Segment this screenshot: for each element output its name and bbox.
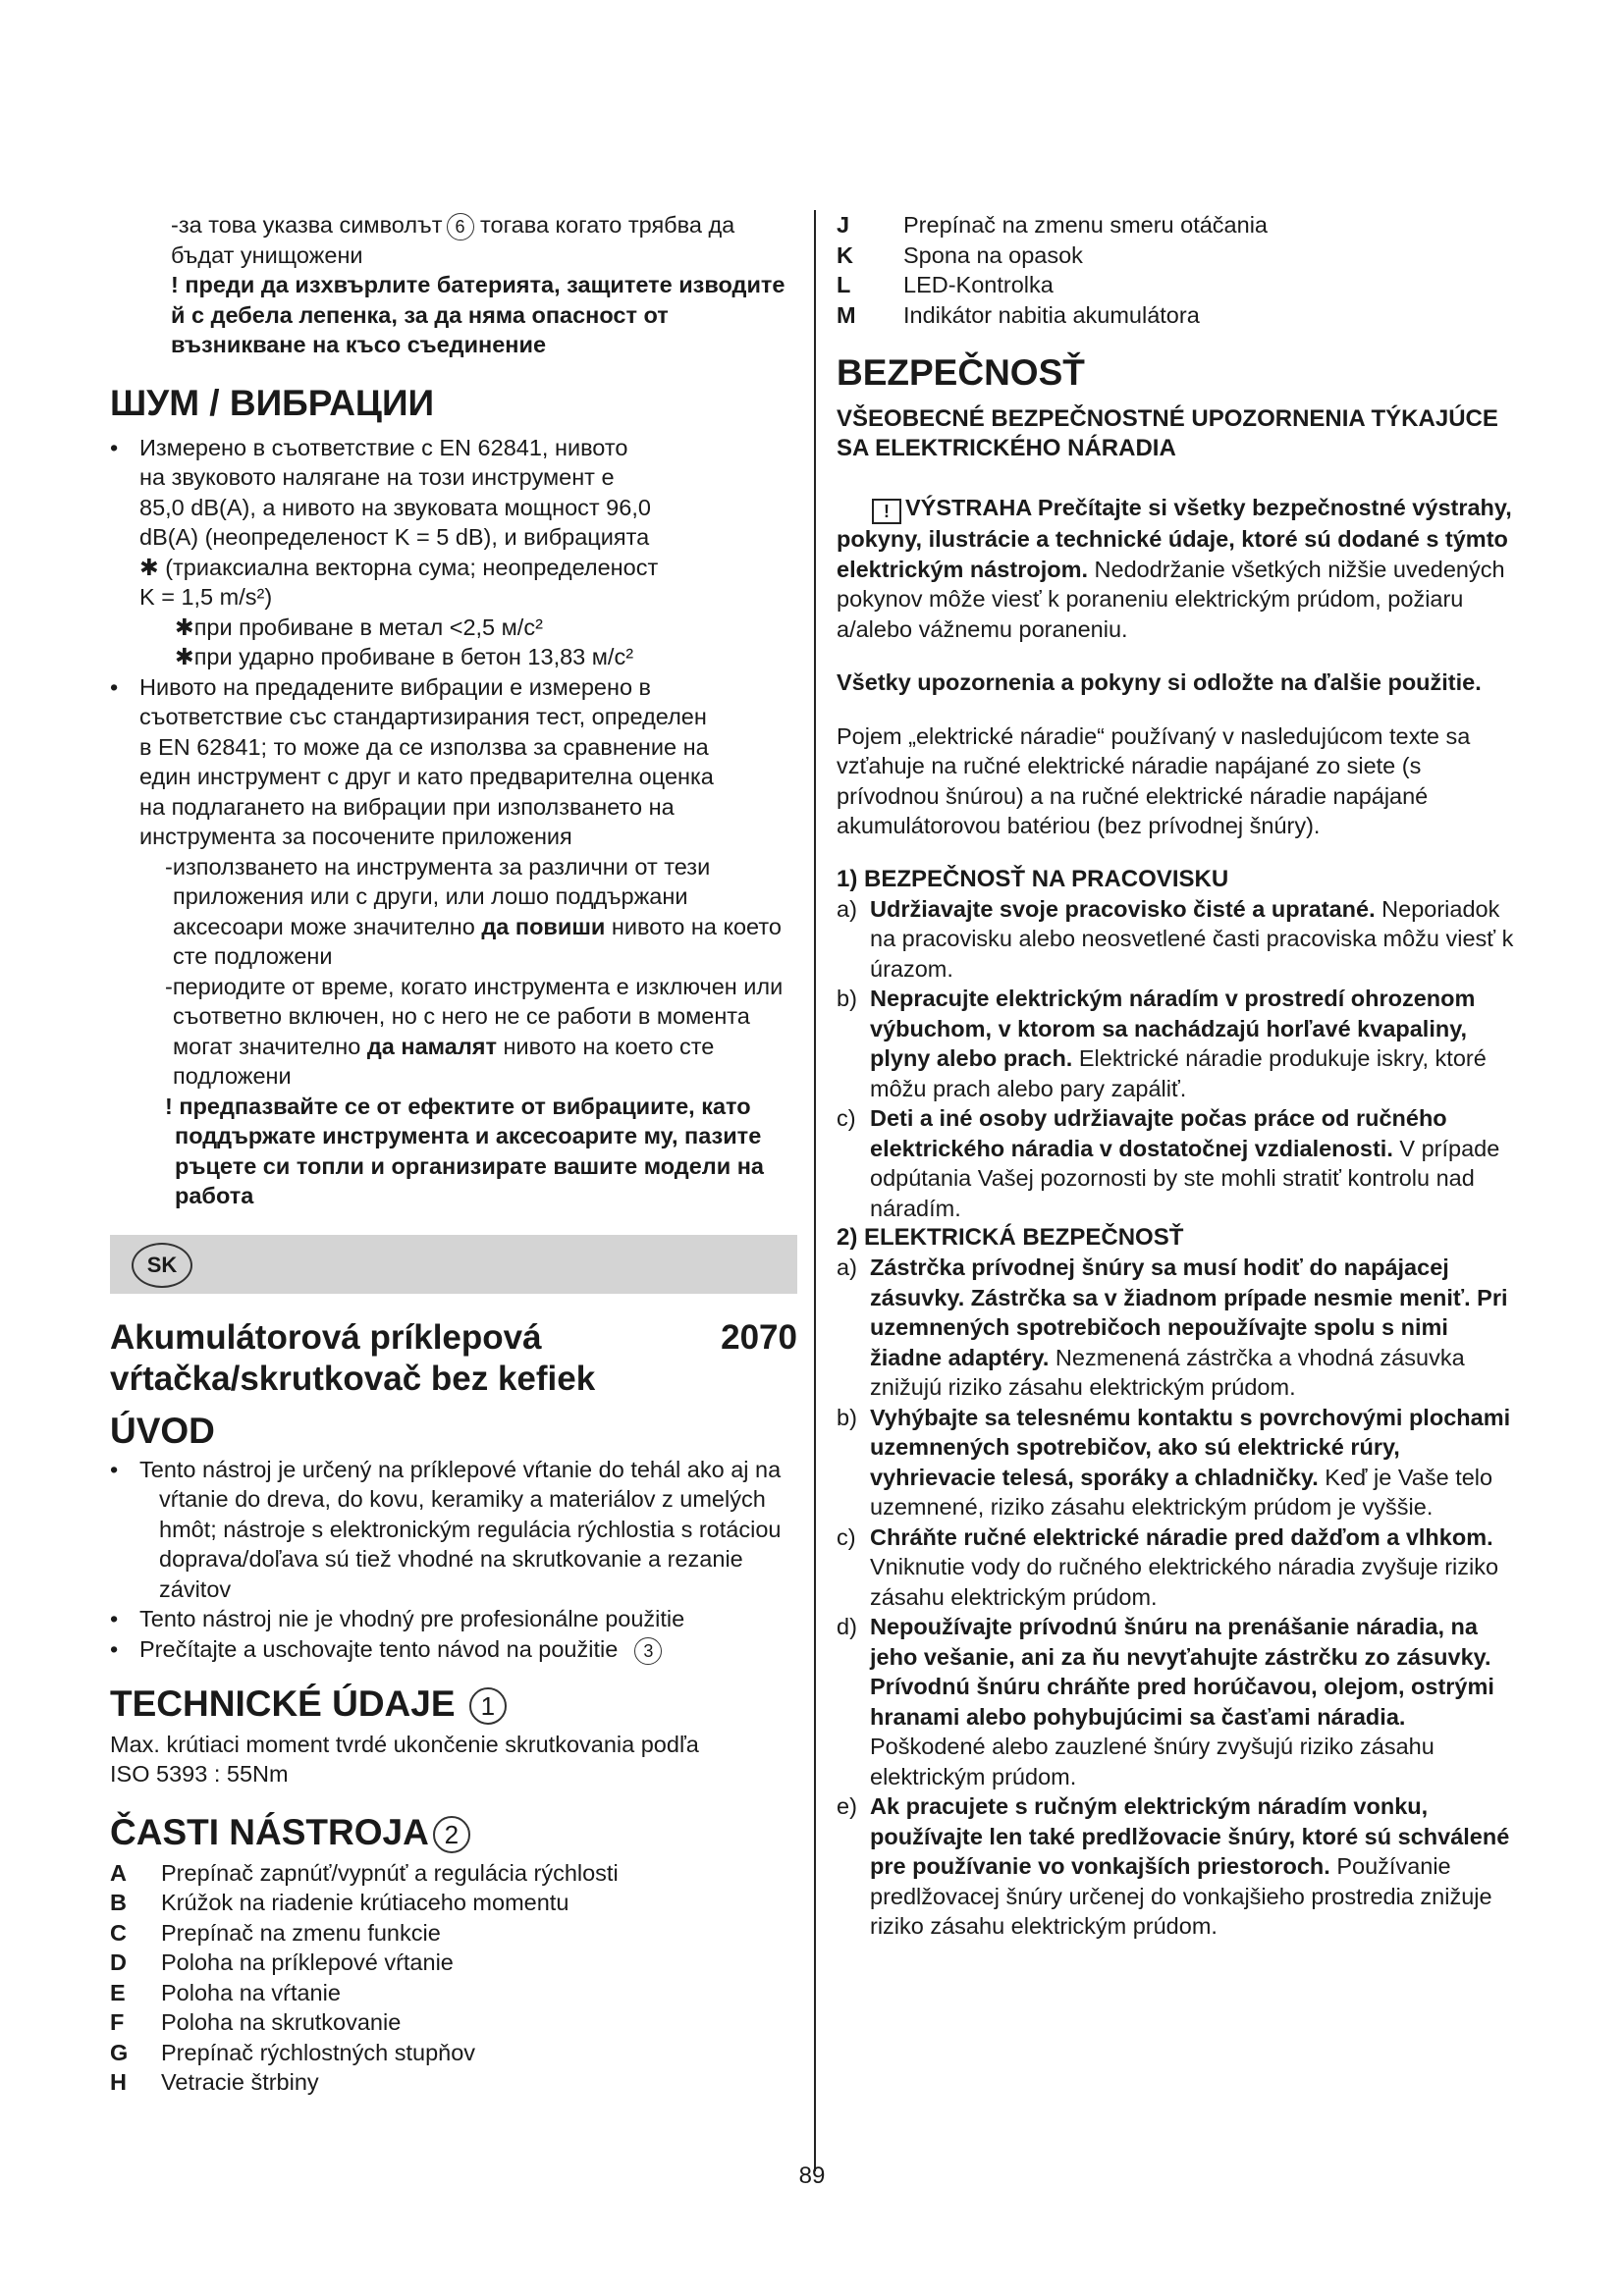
keep-instructions: Všetky upozornenia a pokyny si odložte na ďalšie použitie.	[837, 669, 1482, 695]
part-letter: B	[110, 1890, 127, 1916]
general-warning-title: VŠEOBECNÉ BEZPEČNOSTNÉ UPOZORNENIA TÝKAJÚCE SA ELEKTRICKÉHO NÁRADIA	[837, 405, 1498, 461]
item-label: b)	[837, 1404, 857, 1430]
intro-bullet-3-text: Prečítajte a uschovajte tento návod na použitie	[139, 1635, 619, 1662]
noise-line: K = 1,5 m/s²)	[139, 584, 273, 611]
part-letter: M	[837, 301, 856, 328]
noise-line: dB(A) (неопределеност K = 5 dB), и вибрацията	[139, 524, 650, 551]
item-label: d)	[837, 1614, 857, 1639]
parts-title	[110, 1811, 797, 1854]
intro-bullet-2-text: Tento nástroj nie je vhodný pre profesionálne použitie	[139, 1606, 685, 1632]
tech-line-2: ISO 5393 : 55Nm	[110, 1761, 289, 1788]
vibration-concrete: ✱при ударно пробиване в бетон 13,83 м/с²	[175, 644, 634, 670]
product-title-row	[110, 1317, 797, 1400]
intro-bullet-1	[110, 1455, 797, 1605]
part-letter: G	[110, 2039, 129, 2065]
dash1-bold: да повиши	[481, 913, 606, 939]
noise-line: съответствие със стандартизирания тест, определен	[139, 704, 707, 730]
part-label: Prepínač na zmenu smeru otáčania	[903, 212, 1268, 238]
safety-item	[837, 1253, 1514, 1403]
dash2-text: -периодите от време, когато инструмента е изключен или съответно включен, но с него не се работи в момента могат значително	[165, 973, 784, 1059]
bullet-icon: •	[110, 434, 119, 460]
part-label: Prepínač na zmenu funkcie	[161, 1919, 441, 1946]
parts-list-continued	[837, 210, 1514, 330]
disposal-line-2: бъдат унищожени	[171, 241, 363, 268]
part-label: Poloha na skrutkovanie	[161, 2009, 402, 2036]
item-label: c)	[837, 1105, 856, 1131]
warning-bold-text: VÝSTRAHA Prečítajte si všetky bezpečnostné výstrahy, pokyny, ilustrácie a technické údaje, ktoré sú dodané s týmto elektrickým nástrojom.	[837, 495, 1512, 582]
noise-line: ✱ (триаксиална векторна сума; неопределеност	[139, 554, 659, 580]
part-letter: H	[110, 2069, 127, 2096]
dash-paragraph-1	[110, 852, 797, 972]
part-label: Indikátor nabitia akumulátora	[903, 301, 1200, 328]
noise-bullet-2	[110, 672, 797, 852]
left-column	[110, 210, 797, 2098]
part-label: LED-Kontrolka	[903, 272, 1054, 297]
item-text	[870, 1791, 1514, 1942]
section-2-title: 2) ELEKTRICKÁ BEZPEČNOSŤ	[837, 1224, 1184, 1251]
recycle-symbol-6-icon: 6	[447, 213, 474, 240]
intro-bullet-3	[110, 1634, 797, 1665]
tech-text	[110, 1730, 797, 1789]
safety-item	[837, 1103, 1514, 1223]
warning-normal-text: Nedodržanie všetkých nižšie uvedených pokynov môže viesť k poraneniu elektrickým prúdom, požiaru a/alebo vážnemu poraneniu.	[837, 556, 1505, 642]
disposal-line-1b: тогава когато трябва да	[473, 212, 735, 238]
noise-line: в EN 62841; то може да се използва за сравнение на	[139, 733, 709, 760]
item-bold: Deti a iné osoby udržiavajte počas práce od ručného elektrického náradia v dostatočnej vzdialenosti.	[870, 1105, 1447, 1161]
part-label: Poloha na príklepové vŕtanie	[161, 1949, 454, 1976]
bullet-icon: •	[110, 1606, 119, 1632]
item-label: e)	[837, 1793, 857, 1819]
disposal-note	[110, 210, 797, 270]
product-title	[110, 1317, 595, 1400]
item-bold: Nepracujte elektrickým náradím v prostredí ohrozenom výbuchom, v ktorom sa nachádzajú horľavé kvapaliny, plyny alebo prach.	[870, 986, 1476, 1071]
item-bold: Zástrčka prívodnej šnúry sa musí hodiť do napájacej zásuvky. Zástrčka sa v žiadnom prípade nesmie meniť. Pri uzemnených spotrebičoch nepoužívajte spolu s nimi žiadne adaptéry.	[870, 1255, 1508, 1370]
bullet-icon: •	[110, 673, 119, 700]
tech-line-1: Max. krútiaci moment tvrdé ukončenie skrutkovania podľa	[110, 1731, 699, 1757]
noise-title: ШУМ / ВИБРАЦИИ	[110, 382, 435, 423]
disposal-line-1: -за това указва символът	[171, 212, 443, 238]
part-label: Prepínač zapnúť/vypnúť a regulácia rýchlosti	[161, 1859, 619, 1886]
parts-title-text: ČASTI NÁSTROJA	[110, 1811, 429, 1852]
dash2-end: нивото на което сте подложени	[173, 1033, 715, 1090]
safety-item	[837, 894, 1514, 985]
part-letter: J	[837, 212, 850, 238]
right-column	[837, 210, 1514, 1942]
noise-line: 85,0 dB(A), а нивото на звуковата мощност 96,0	[139, 494, 651, 520]
definition-paragraph: Pojem „elektrické náradie“ používaný v nasledujúcom texte sa vzťahuje na ručné elektrické náradie napájané zo siete (s prívodnou šnúrou) a na ručné elektrické náradie napájané akumulátorovou batériou (bez prívodnej šnúry).	[837, 722, 1471, 838]
item-text	[870, 1522, 1514, 1613]
part-letter: C	[110, 1919, 127, 1946]
item-normal: V prípade odpútania Vašej pozornosti by ste mohli stratiť kontrolu nad náradím.	[870, 1135, 1500, 1221]
battery-warning: ! преди да изхвърлите батерията, защитете изводите й с дебела лепенка, за да няма опасност от възникване на късо съединение	[171, 272, 785, 358]
safety-item	[837, 1791, 1514, 1942]
part-label: Poloha na vŕtanie	[161, 1979, 341, 2005]
parts-list	[110, 1858, 797, 2098]
noise-line: Измерено в съответствие с EN 62841, нивото	[139, 434, 628, 460]
noise-line: един инструмент с друг и като предварителна оценка	[139, 764, 714, 790]
vibration-metal: ✱при пробиване в метал <2,5 м/с²	[175, 614, 543, 640]
item-text	[870, 1103, 1514, 1223]
language-badge: SK	[132, 1243, 192, 1288]
item-bold: Nepoužívajte prívodnú šnúru na prenášanie náradia, na jeho vešanie, ani za ňu nevyťahujte zástrčku zo zásuvky. Prívodnú šnúru chráňte pred horúčavou, olejom, ostrými hranami alebo pohybujúcimi sa časťami náradia.	[870, 1614, 1494, 1730]
dash-paragraph-2	[110, 972, 797, 1092]
warning-paragraph	[837, 493, 1514, 644]
item-text	[870, 1253, 1514, 1403]
item-bold: Vyhýbajte sa telesnému kontaktu s povrchovými plochami uzemnených spotrebičov, ako sú elektrické rúry, vyhrievacie telesá, sporáky a chladničky.	[870, 1404, 1511, 1490]
page-number: 89	[798, 2163, 826, 2189]
item-bold: Udržiavajte svoje pracovisko čisté a upratané.	[870, 895, 1376, 922]
part-letter: A	[110, 1859, 127, 1886]
noise-line: на звуковото налягане на този инструмент е	[139, 464, 615, 491]
item-label: b)	[837, 986, 857, 1011]
part-letter: K	[837, 241, 853, 268]
noise-line: инструмента за посочените приложения	[139, 824, 572, 850]
product-number: 2070	[721, 1317, 797, 1357]
part-label: Prepínač rýchlostných stupňov	[161, 2039, 476, 2065]
safety-item	[837, 984, 1514, 1103]
item-normal: Elektrické náradie produkuje iskry, ktoré môžu prach alebo pary zapáliť.	[870, 1045, 1487, 1101]
warning-triangle-icon: !	[872, 499, 901, 524]
item-text	[870, 984, 1514, 1103]
column-divider	[814, 210, 816, 2171]
part-letter: L	[837, 272, 851, 297]
part-label: Vetracie štrbiny	[161, 2069, 319, 2096]
noise-line: Нивото на предадените вибрации е измерено в	[139, 673, 652, 700]
product-title-line-2: vŕtačka/skrutkovač bez kefiek	[110, 1359, 596, 1398]
intro-bullet-1-text: Tento nástroj je určený na príklepové vŕtanie do tehál ako aj na vŕtanie do dreva, do kovu, keramiky a materiálov z umelých hmôt; nástroje s elektronickým reguláciа rýchlostia s rotáciou doprava/doľava sú tiež vhodné na skrutkovanie a rezanie závitov	[139, 1456, 782, 1602]
language-band	[110, 1235, 797, 1294]
item-bold: Chráňte ručné elektrické náradie pred dažďom a vlhkom.	[870, 1523, 1493, 1550]
noise-line: на подлагането на вибрации при използването на	[139, 793, 675, 820]
safety-item	[837, 1612, 1514, 1791]
item-normal: Používanie predlžovacej šnúry určenej do vonkajšieho prostredia znižuje riziko zásahu elektrickým prúdom.	[870, 1853, 1492, 1939]
intro-title: ÚVOD	[110, 1410, 215, 1451]
figure-ref-1-icon: 1	[469, 1687, 507, 1725]
item-bold: Ak pracujete s ručným elektrickým náradím vonku, používajte len také predlžovacie šnúry, ktoré sú schválené pre používanie vo vonkajších priestoroch.	[870, 1793, 1510, 1879]
product-title-line-1: Akumulátorová príklepová	[110, 1317, 542, 1357]
noise-bullet-1	[110, 433, 797, 613]
dash2-bold: да намалят	[366, 1033, 497, 1059]
part-label: Spona na opasok	[903, 241, 1083, 268]
vibration-warning: ! предпазвайте се от ефектите от вибрациите, като поддържате инструмента и аксесоарите му, пазите ръцете си топли и организирате вашите модели на работа	[165, 1093, 764, 1209]
part-label: Krúžok na riadenie krútiaceho momentu	[161, 1890, 569, 1916]
item-normal: Keď je Vaše telo uzemnené, riziko zásahu elektrickým prúdom je vyššie.	[870, 1464, 1493, 1520]
safety-item	[837, 1403, 1514, 1522]
bullet-icon: •	[110, 1456, 119, 1482]
part-letter: E	[110, 1979, 126, 2005]
dash1-end: нивото на което сте подложени	[173, 913, 782, 970]
item-label: a)	[837, 895, 857, 922]
tech-title-text: TECHNICKÉ ÚDAJE	[110, 1682, 456, 1724]
bullet-icon: •	[110, 1635, 119, 1662]
tech-title	[110, 1682, 797, 1726]
item-label: c)	[837, 1523, 856, 1550]
item-normal: Poškodené alebo zauzlené šnúry zvyšujú riziko zásahu elektrickým prúdom.	[870, 1734, 1435, 1789]
safety-title: BEZPEČNOSŤ	[837, 352, 1085, 393]
intro-bullet-2	[110, 1604, 797, 1634]
part-letter: F	[110, 2009, 125, 2036]
item-label: a)	[837, 1255, 857, 1280]
safety-item	[837, 1522, 1514, 1613]
section-1-title: 1) BEZPEČNOSŤ NA PRACOVISKU	[837, 865, 1229, 892]
item-text	[870, 1612, 1514, 1791]
item-text	[870, 1403, 1514, 1522]
item-normal: Vniknutie vody do ručného elektrického náradia zvyšuje riziko zásahu elektrickým prúdom.	[870, 1554, 1499, 1610]
item-normal: Nezmenená zástrčka a vhodná zásuvka znižujú riziko zásahu elektrickým prúdom.	[870, 1344, 1465, 1400]
item-normal: Neporiadok na pracovisku alebo neosvetlené časti pracoviska môžu viesť k úrazom.	[870, 895, 1514, 982]
part-letter: D	[110, 1949, 127, 1976]
figure-ref-2-icon: 2	[433, 1816, 470, 1853]
figure-ref-3-icon: 3	[634, 1637, 662, 1665]
item-text	[870, 894, 1514, 985]
dash1-text: -използването на инструмента за различни от тези приложения или с други, или лошо поддържани аксесоари може значително	[165, 853, 711, 939]
